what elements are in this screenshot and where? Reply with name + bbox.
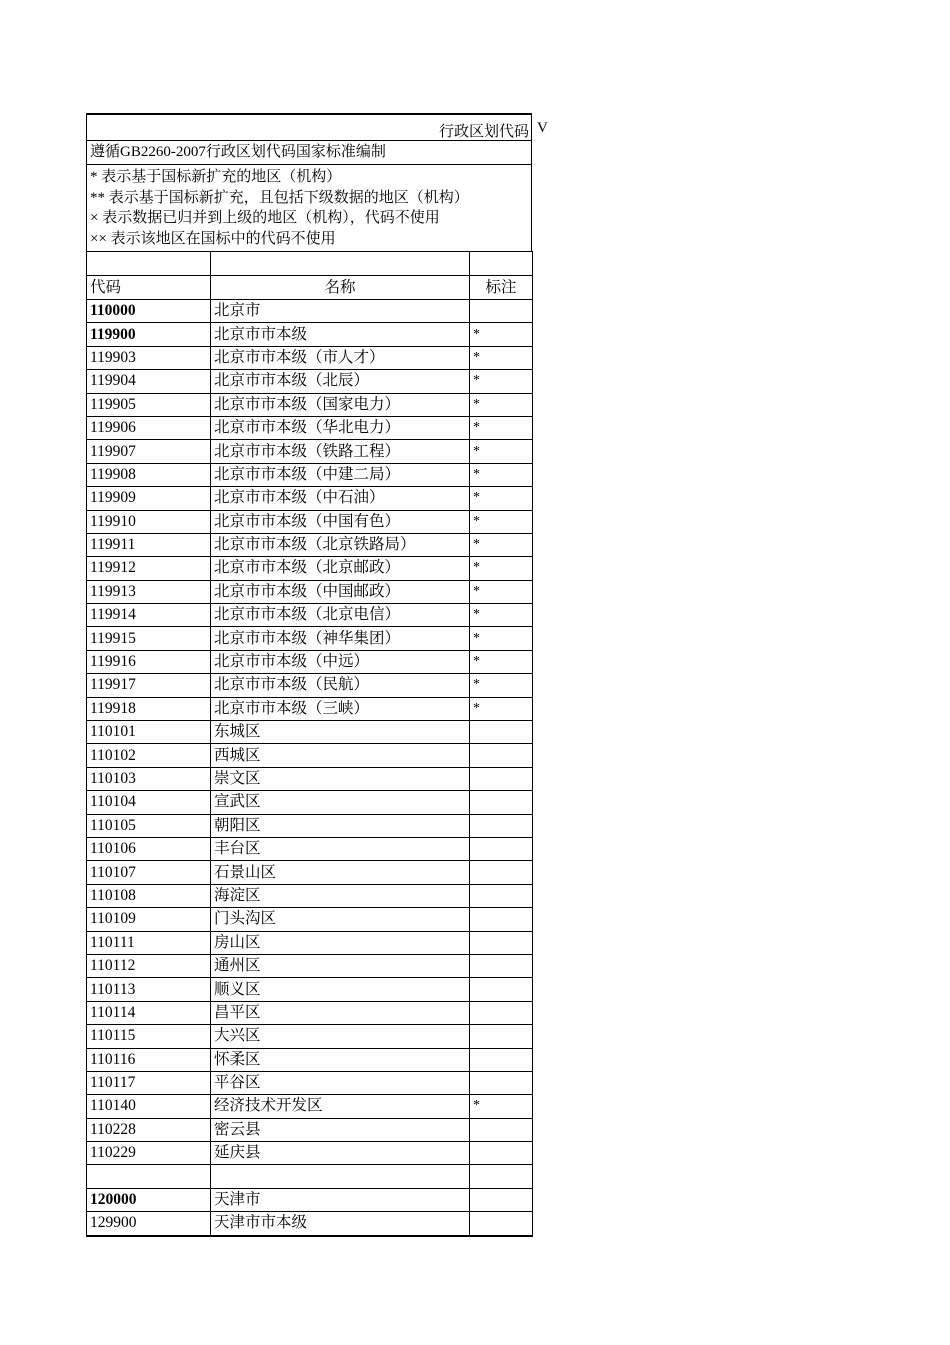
table-row — [87, 463, 533, 486]
table-cell[interactable] — [470, 252, 533, 276]
table-row — [87, 954, 533, 977]
cell-code[interactable]: 119915 — [87, 627, 211, 650]
cell-code[interactable]: 129900 — [87, 1212, 211, 1236]
cell-code[interactable]: 119904 — [87, 370, 211, 393]
cell-mark[interactable]: * — [470, 1095, 533, 1118]
cell-mark[interactable] — [470, 1071, 533, 1094]
cell-mark[interactable]: * — [470, 346, 533, 369]
cell-code[interactable]: 110108 — [87, 884, 211, 907]
cell-code[interactable]: 119905 — [87, 393, 211, 416]
table-row — [87, 370, 533, 393]
table-row — [87, 1095, 533, 1118]
table-row — [87, 627, 533, 650]
table-row — [87, 533, 533, 556]
cell-mark[interactable]: * — [470, 627, 533, 650]
cell-code[interactable]: 110228 — [87, 1118, 211, 1141]
cell-code[interactable]: 119913 — [87, 580, 211, 603]
cell-mark[interactable]: * — [470, 580, 533, 603]
cell-name[interactable]: 平谷区 — [211, 1071, 470, 1094]
cell-code[interactable]: 110109 — [87, 908, 211, 931]
cell-code[interactable]: 110114 — [87, 1001, 211, 1024]
table-row — [87, 393, 533, 416]
table-row — [87, 1048, 533, 1071]
header-code[interactable]: 代码 — [87, 276, 211, 300]
table-row — [87, 487, 533, 510]
table-row — [87, 557, 533, 580]
cell-code[interactable]: 110101 — [87, 721, 211, 744]
table-row — [87, 1165, 533, 1188]
cell-mark[interactable]: * — [470, 604, 533, 627]
cell-name[interactable]: 北京市市本级（中建二局） — [211, 463, 470, 486]
cell-mark[interactable]: * — [470, 650, 533, 673]
cell-name[interactable]: 北京市市本级 — [211, 323, 470, 346]
table-row — [87, 978, 533, 1001]
table-row — [87, 510, 533, 533]
cell-name[interactable]: 延庆县 — [211, 1142, 470, 1165]
table-row — [87, 1188, 533, 1211]
cell-code[interactable]: 110116 — [87, 1048, 211, 1071]
cell-name[interactable]: 北京市市本级（北京邮政） — [211, 557, 470, 580]
cell-name[interactable]: 北京市市本级（铁路工程） — [211, 440, 470, 463]
legend-block[interactable] — [86, 164, 532, 251]
header-row — [87, 276, 533, 300]
cell-code[interactable]: 119908 — [87, 463, 211, 486]
cell-name[interactable]: 北京市市本级（中远） — [211, 650, 470, 673]
cell-mark[interactable]: * — [470, 557, 533, 580]
cell-mark[interactable] — [470, 300, 533, 323]
legend-line: ×× 表示该地区在国标中的代码不使用 — [90, 230, 336, 247]
cell-mark[interactable] — [470, 931, 533, 954]
code-table — [86, 251, 533, 1237]
cell-mark[interactable] — [470, 1025, 533, 1048]
cell-name[interactable]: 北京市市本级（中石油） — [211, 487, 470, 510]
legend-line: ** 表示基于国标新扩充，且包括下级数据的地区（机构） — [90, 189, 469, 206]
table-row — [87, 580, 533, 603]
header-name[interactable]: 名称 — [211, 276, 470, 300]
cell-code[interactable]: 110229 — [87, 1142, 211, 1165]
sheet-title-overflow: V — [537, 120, 548, 136]
table-row — [87, 346, 533, 369]
cell-name[interactable]: 门头沟区 — [211, 908, 470, 931]
cell-name[interactable]: 北京市市本级（三峡） — [211, 697, 470, 720]
cell-name[interactable]: 丰台区 — [211, 837, 470, 860]
cell-name[interactable]: 宣武区 — [211, 791, 470, 814]
table-cell[interactable] — [211, 252, 470, 276]
table-row — [87, 861, 533, 884]
cell-code[interactable]: 110000 — [87, 300, 211, 323]
cell-mark[interactable] — [470, 1165, 533, 1188]
cell-code[interactable]: 119912 — [87, 557, 211, 580]
cell-mark[interactable] — [470, 1142, 533, 1165]
cell-mark[interactable] — [470, 908, 533, 931]
table-row — [87, 931, 533, 954]
cell-mark[interactable] — [470, 978, 533, 1001]
table-row — [87, 1118, 533, 1141]
cell-name[interactable]: 房山区 — [211, 931, 470, 954]
cell-mark[interactable] — [470, 767, 533, 790]
table-row — [87, 604, 533, 627]
cell-name[interactable]: 北京市市本级（国家电力） — [211, 393, 470, 416]
cell-mark[interactable]: * — [470, 463, 533, 486]
cell-name[interactable]: 北京市 — [211, 300, 470, 323]
cell-name[interactable]: 北京市市本级（中国有色） — [211, 510, 470, 533]
cell-code[interactable]: 110105 — [87, 814, 211, 837]
cell-mark[interactable]: * — [470, 416, 533, 439]
cell-code[interactable]: 110111 — [87, 931, 211, 954]
cell-code[interactable] — [87, 1165, 211, 1188]
cell-name[interactable]: 海淀区 — [211, 884, 470, 907]
cell-name[interactable]: 天津市市本级 — [211, 1212, 470, 1236]
sheet-title: 行政区划代码 — [438, 124, 529, 140]
table-row — [87, 697, 533, 720]
cell-name[interactable]: 北京市市本级（北辰） — [211, 370, 470, 393]
cell-code[interactable]: 119918 — [87, 697, 211, 720]
cell-name[interactable]: 北京市市本级（中国邮政） — [211, 580, 470, 603]
cell-mark[interactable] — [470, 1001, 533, 1024]
cell-code[interactable]: 110115 — [87, 1025, 211, 1048]
cell-code[interactable]: 119900 — [87, 323, 211, 346]
cell-mark[interactable] — [470, 744, 533, 767]
table-row — [87, 300, 533, 323]
cell-name[interactable]: 密云县 — [211, 1118, 470, 1141]
cell-name[interactable]: 北京市市本级（民航） — [211, 674, 470, 697]
cell-mark[interactable]: * — [470, 440, 533, 463]
legend-line: × 表示数据已归并到上级的地区（机构），代码不使用 — [90, 210, 440, 226]
table-row — [87, 416, 533, 439]
cell-code[interactable]: 120000 — [87, 1188, 211, 1211]
cell-code[interactable]: 119917 — [87, 674, 211, 697]
cell-code[interactable]: 119907 — [87, 440, 211, 463]
cell-mark[interactable] — [470, 861, 533, 884]
cell-mark[interactable]: * — [470, 323, 533, 346]
cell-code[interactable]: 110103 — [87, 767, 211, 790]
table-row — [87, 1071, 533, 1094]
cell-mark[interactable] — [470, 1048, 533, 1071]
table-row — [87, 767, 533, 790]
cell-mark[interactable] — [470, 884, 533, 907]
table-row — [87, 884, 533, 907]
table-row — [87, 814, 533, 837]
cell-name[interactable]: 北京市市本级（神华集团） — [211, 627, 470, 650]
cell-code[interactable]: 110140 — [87, 1095, 211, 1118]
cell-code[interactable]: 110106 — [87, 837, 211, 860]
cell-code[interactable]: 119911 — [87, 533, 211, 556]
table-cell[interactable] — [87, 252, 211, 276]
title-row[interactable] — [86, 113, 548, 140]
cell-name[interactable]: 经济技术开发区 — [211, 1095, 470, 1118]
spreadsheet — [86, 113, 548, 1237]
cell-code[interactable]: 119916 — [87, 650, 211, 673]
cell-name[interactable] — [211, 1165, 470, 1188]
header-mark[interactable]: 标注 — [470, 276, 533, 300]
cell-code[interactable]: 110117 — [87, 1071, 211, 1094]
table-row — [87, 791, 533, 814]
cell-mark[interactable]: * — [470, 487, 533, 510]
cell-mark[interactable] — [470, 954, 533, 977]
cell-name[interactable]: 东城区 — [211, 721, 470, 744]
empty-row — [87, 252, 533, 276]
cell-mark[interactable] — [470, 1118, 533, 1141]
cell-mark[interactable]: * — [470, 674, 533, 697]
cell-mark[interactable]: * — [470, 370, 533, 393]
cell-name[interactable]: 怀柔区 — [211, 1048, 470, 1071]
cell-name[interactable]: 北京市市本级（北京铁路局） — [211, 533, 470, 556]
cell-code[interactable]: 119909 — [87, 487, 211, 510]
table-row — [87, 674, 533, 697]
cell-name[interactable]: 大兴区 — [211, 1025, 470, 1048]
cell-mark[interactable]: * — [470, 533, 533, 556]
cell-code[interactable]: 110113 — [87, 978, 211, 1001]
cell-name[interactable]: 天津市 — [211, 1188, 470, 1211]
cell-mark[interactable]: * — [470, 697, 533, 720]
cell-name[interactable]: 通州区 — [211, 954, 470, 977]
table-row — [87, 1142, 533, 1165]
table-row — [87, 721, 533, 744]
cell-mark[interactable] — [470, 721, 533, 744]
cell-name[interactable]: 崇文区 — [211, 767, 470, 790]
cell-mark[interactable]: * — [470, 510, 533, 533]
table-row — [87, 323, 533, 346]
cell-mark[interactable] — [470, 837, 533, 860]
cell-name[interactable]: 石景山区 — [211, 861, 470, 884]
cell-code[interactable]: 110104 — [87, 791, 211, 814]
cell-code[interactable]: 119914 — [87, 604, 211, 627]
cell-name[interactable]: 西城区 — [211, 744, 470, 767]
cell-mark[interactable]: * — [470, 393, 533, 416]
cell-name[interactable]: 顺义区 — [211, 978, 470, 1001]
cell-mark[interactable] — [470, 1188, 533, 1211]
cell-name[interactable]: 昌平区 — [211, 1001, 470, 1024]
cell-name[interactable]: 北京市市本级（华北电力） — [211, 416, 470, 439]
cell-mark[interactable] — [470, 1212, 533, 1236]
cell-code[interactable]: 110102 — [87, 744, 211, 767]
table-row — [87, 744, 533, 767]
table-row — [87, 1025, 533, 1048]
cell-mark[interactable] — [470, 814, 533, 837]
cell-mark[interactable] — [470, 791, 533, 814]
table-row — [87, 1212, 533, 1236]
cell-name[interactable]: 北京市市本级（市人才） — [211, 346, 470, 369]
cell-code[interactable]: 119906 — [87, 416, 211, 439]
cell-name[interactable]: 朝阳区 — [211, 814, 470, 837]
table-row — [87, 440, 533, 463]
cell-code[interactable]: 110107 — [87, 861, 211, 884]
table-row — [87, 837, 533, 860]
table-row — [87, 908, 533, 931]
legend-line: * 表示基于国标新扩充的地区（机构） — [90, 169, 342, 185]
table-row — [87, 650, 533, 673]
cell-code[interactable]: 110112 — [87, 954, 211, 977]
cell-code[interactable]: 119910 — [87, 510, 211, 533]
cell-name[interactable]: 北京市市本级（北京电信） — [211, 604, 470, 627]
subtitle-row[interactable]: 遵循GB2260-2007行政区划代码国家标准编制 — [86, 140, 532, 164]
table-row — [87, 1001, 533, 1024]
cell-code[interactable]: 119903 — [87, 346, 211, 369]
